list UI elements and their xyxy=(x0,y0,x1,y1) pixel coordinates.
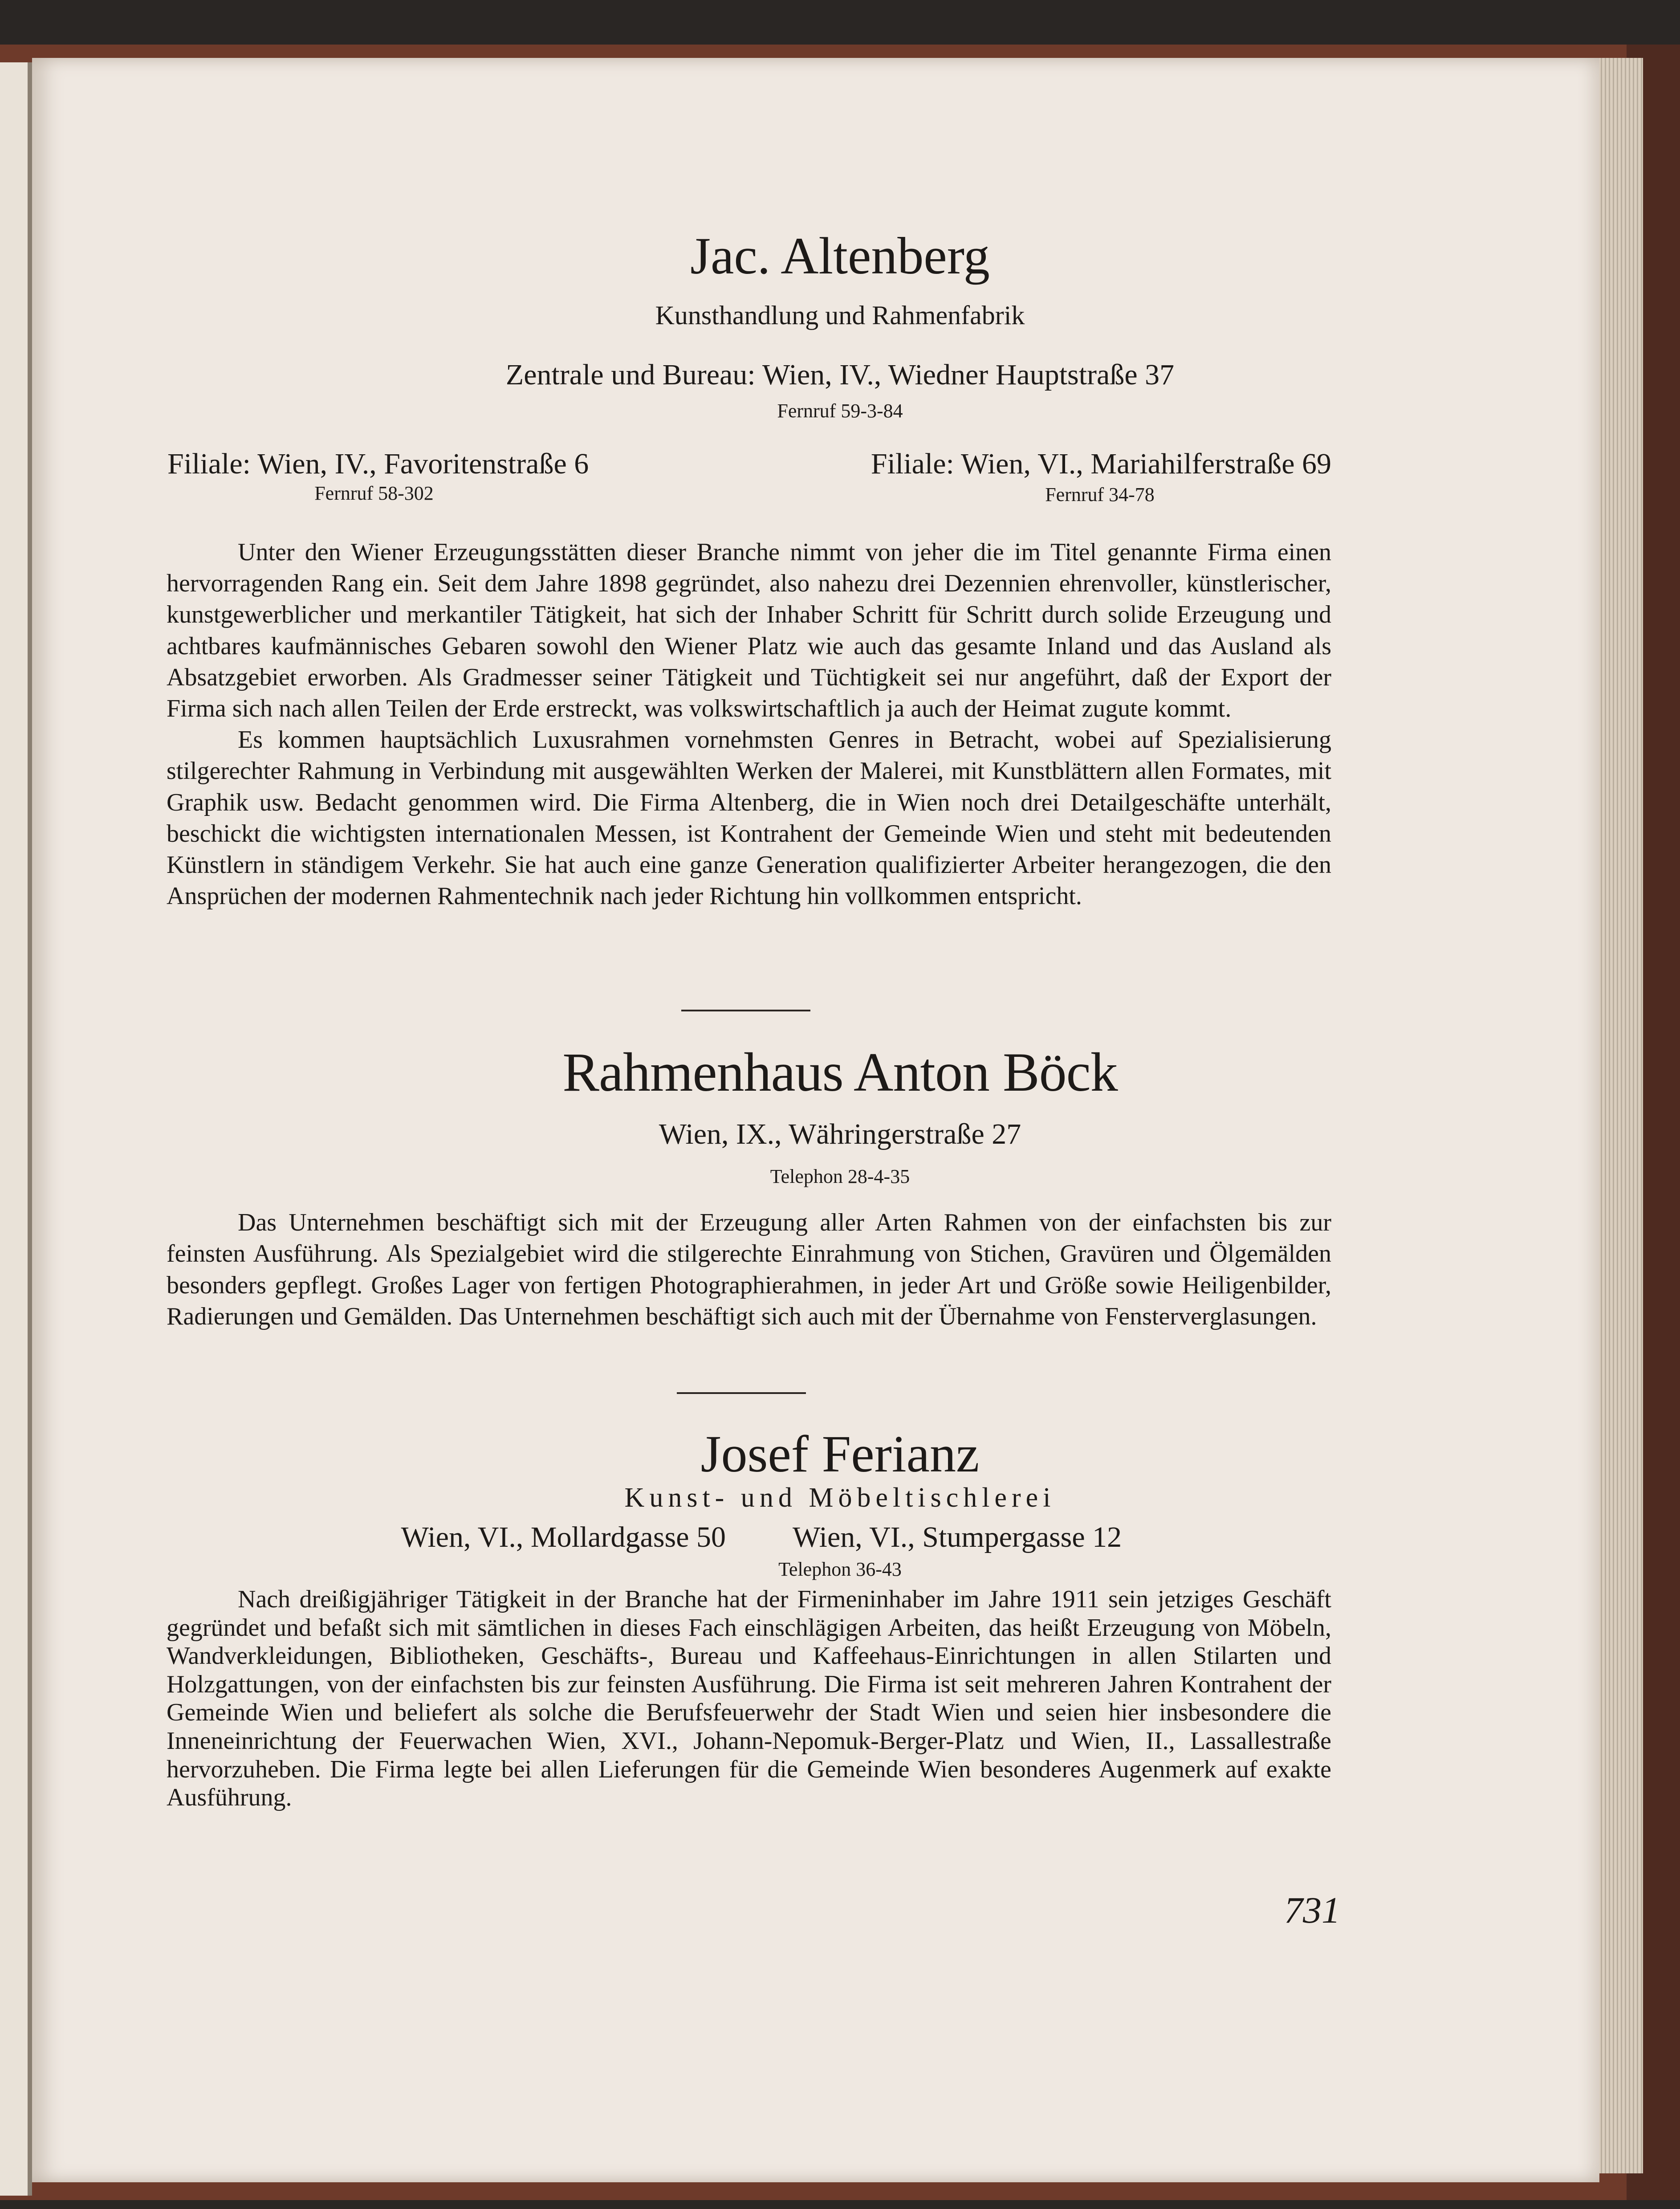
section-subtitle-altenberg: Kunsthandlung und Rahmenfabrik xyxy=(655,301,1025,330)
ferianz-phone: Telephon 36-43 xyxy=(778,1558,902,1580)
section-title-altenberg: Jac. Altenberg xyxy=(690,227,990,285)
boeck-text xyxy=(167,1207,1331,1332)
section-title-boeck: Rahmenhaus Anton Böck xyxy=(562,1042,1118,1103)
boeck-address: Wien, IX., Währingerstraße 27 xyxy=(659,1118,1021,1150)
altenberg-paragraph-1: Unter den Wiener Erzeugungsstätten dieser Branche nimmt von jeher die im Titel genannte Firma einen hervorragenden Rang ein. Seit dem Jahre 1898 gegründet, also nahezu drei Dezennien ehrenvoller, künstlerischer, kunstgewerblicher und merkantiler Tätigkeit, hat sich der Inhaber Schritt für Schritt durch solide Erzeugung und achtbares kaufmännisches Gebaren sowohl den Wiener Platz wie auch das gesamte Inland und das Ausland als Absatzgebiet erworben. Als Gradmesser seiner Tätigkeit und Tüchtigkeit sei nur angeführt, daß der Export der Firma sich nach allen Teilen der Erde erstreckt, was volkswirtschaftlich ja auch der Heimat zugute kommt. xyxy=(167,538,1331,723)
section-divider xyxy=(677,1392,806,1394)
ferianz-address-left: Wien, VI., Mollardgasse 50 xyxy=(401,1521,726,1553)
central-phone: Fernruf 59-3-84 xyxy=(777,400,903,422)
branch-right-address: Filiale: Wien, VI., Mariahilferstraße 69 xyxy=(871,448,1331,480)
boeck-phone: Telephon 28-4-35 xyxy=(770,1166,910,1187)
section-divider xyxy=(681,1010,810,1011)
branch-left-address: Filiale: Wien, IV., Favoritenstraße 6 xyxy=(167,448,589,480)
section-title-ferianz: Josef Ferianz xyxy=(700,1425,980,1483)
ferianz-subtitle: Kunst- und Möbeltischlerei xyxy=(624,1483,1056,1513)
branch-right-phone: Fernruf 34-78 xyxy=(1045,484,1155,505)
central-address: Zentrale und Bureau: Wien, IV., Wiedner Hauptstraße 37 xyxy=(505,359,1175,391)
page-number: 731 xyxy=(1284,1890,1340,1931)
branch-left-phone: Fernruf 58-302 xyxy=(314,482,434,504)
altenberg-paragraph-2: Es kommen hauptsächlich Luxusrahmen vornehmsten Genres in Betracht, wobei auf Spezialisierung stilgerechter Rahmung in Verbindung mit ausgewählten Werken der Malerei, mit Kunstblättern allen Formates, mit Graphik usw. Bedacht genommen wird. Die Firma Altenberg, die in Wien noch drei Detailgeschäfte unterhält, beschickt die wichtigsten internationalen Messen, ist Kontrahent der Gemeinde Wien und steht mit bedeutenden Künstlern in ständigem Verkehr. Sie hat auch eine ganze Generation qualifizierter Arbeiter herangezogen, die den Ansprüchen der modernen Rahmentechnik nach jeder Richtung hin vollkommen entspricht. xyxy=(167,726,1331,910)
ferianz-paragraph: Nach dreißigjähriger Tätigkeit in der Branche hat der Firmeninhaber im Jahre 1911 sein jetziges Geschäft gegründet und befaßt sich mit sämtlichen in dieses Fach einschlägigen Arbeiten, das heißt Erzeugung von Möbeln, Wandverkleidungen, Bibliotheken, Geschäfts-, Bureau und Kaffeehaus-Einrichtungen in allen Stilarten und Holzgattungen, von der einfachsten bis zur feinsten Ausführung. Die Firma ist seit mehreren Jahren Kontrahent der Gemeinde Wien und beliefert als solche die Berufsfeuerwehr der Stadt Wien und seien hier insbesondere die Inneneinrichtung der Feuerwachen Wien, XVI., Johann-Nepomuk-Berger-Platz und Wien, II., Lassallestraße hervorzuheben. Die Firma legte bei allen Lieferungen für die Gemeinde Wien besonderes Augenmerk auf exakte Ausführung. xyxy=(167,1585,1331,1812)
boeck-paragraph: Das Unternehmen beschäftigt sich mit der Erzeugung aller Arten Rahmen von der einfachsten bis zur feinsten Ausführung. Als Spezialgebiet wird die stilgerechte Einrahmung von Stichen, Gravüren und Ölgemälden besonders gepflegt. Großes Lager von fertigen Photographierahmen, in jeder Art und Größe sowie Heiligenbilder, Radierungen und Gemälden. Das Unternehmen beschäftigt sich auch mit der Übernahme von Fensterverglasungen. xyxy=(167,1209,1331,1330)
ferianz-text xyxy=(167,1585,1331,1812)
altenberg-text xyxy=(167,537,1331,912)
ferianz-address-right: Wien, VI., Stumpergasse 12 xyxy=(793,1521,1122,1553)
